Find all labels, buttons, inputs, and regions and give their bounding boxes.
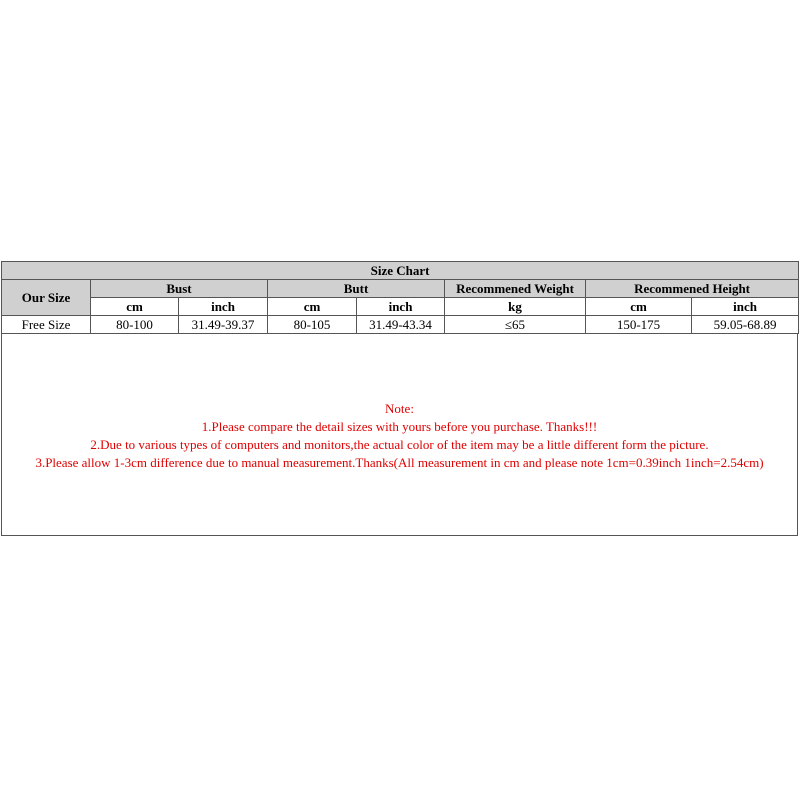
- size-cell: Free Size: [2, 316, 91, 334]
- bust-inch-cell: 31.49-39.37: [179, 316, 268, 334]
- height-inch-unit: inch: [692, 298, 799, 316]
- height-header: Recommened Height: [586, 280, 799, 298]
- table-title: Size Chart: [2, 262, 799, 280]
- bust-cm-cell: 80-100: [91, 316, 179, 334]
- height-inch-cell: 59.05-68.89: [692, 316, 799, 334]
- bust-cm-unit: cm: [91, 298, 179, 316]
- butt-inch-cell: 31.49-43.34: [357, 316, 445, 334]
- bust-inch-unit: inch: [179, 298, 268, 316]
- weight-kg-cell: ≤65: [445, 316, 586, 334]
- weight-header: Recommened Weight: [445, 280, 586, 298]
- height-cm-unit: cm: [586, 298, 692, 316]
- our-size-header: Our Size: [2, 280, 91, 316]
- table-row: [2, 316, 799, 334]
- note-line-2: 2.Due to various types of computers and monitors,the actual color of the item may be a little different form the picture.: [90, 437, 709, 452]
- size-table: [1, 261, 799, 334]
- notes-box: [1, 334, 798, 536]
- weight-kg-unit: kg: [445, 298, 586, 316]
- butt-inch-unit: inch: [357, 298, 445, 316]
- bust-header: Bust: [91, 280, 268, 298]
- note-heading: Note:: [385, 401, 414, 416]
- size-chart: [1, 261, 798, 536]
- butt-header: Butt: [268, 280, 445, 298]
- note-line-3: 3.Please allow 1-3cm difference due to manual measurement.Thanks(All measurement in cm and please note 1cm=0.39inch 1inch=2.54cm): [35, 455, 764, 470]
- note-line-1: 1.Please compare the detail sizes with yours before you purchase. Thanks!!!: [201, 419, 598, 434]
- butt-cm-cell: 80-105: [268, 316, 357, 334]
- height-cm-cell: 150-175: [586, 316, 692, 334]
- butt-cm-unit: cm: [268, 298, 357, 316]
